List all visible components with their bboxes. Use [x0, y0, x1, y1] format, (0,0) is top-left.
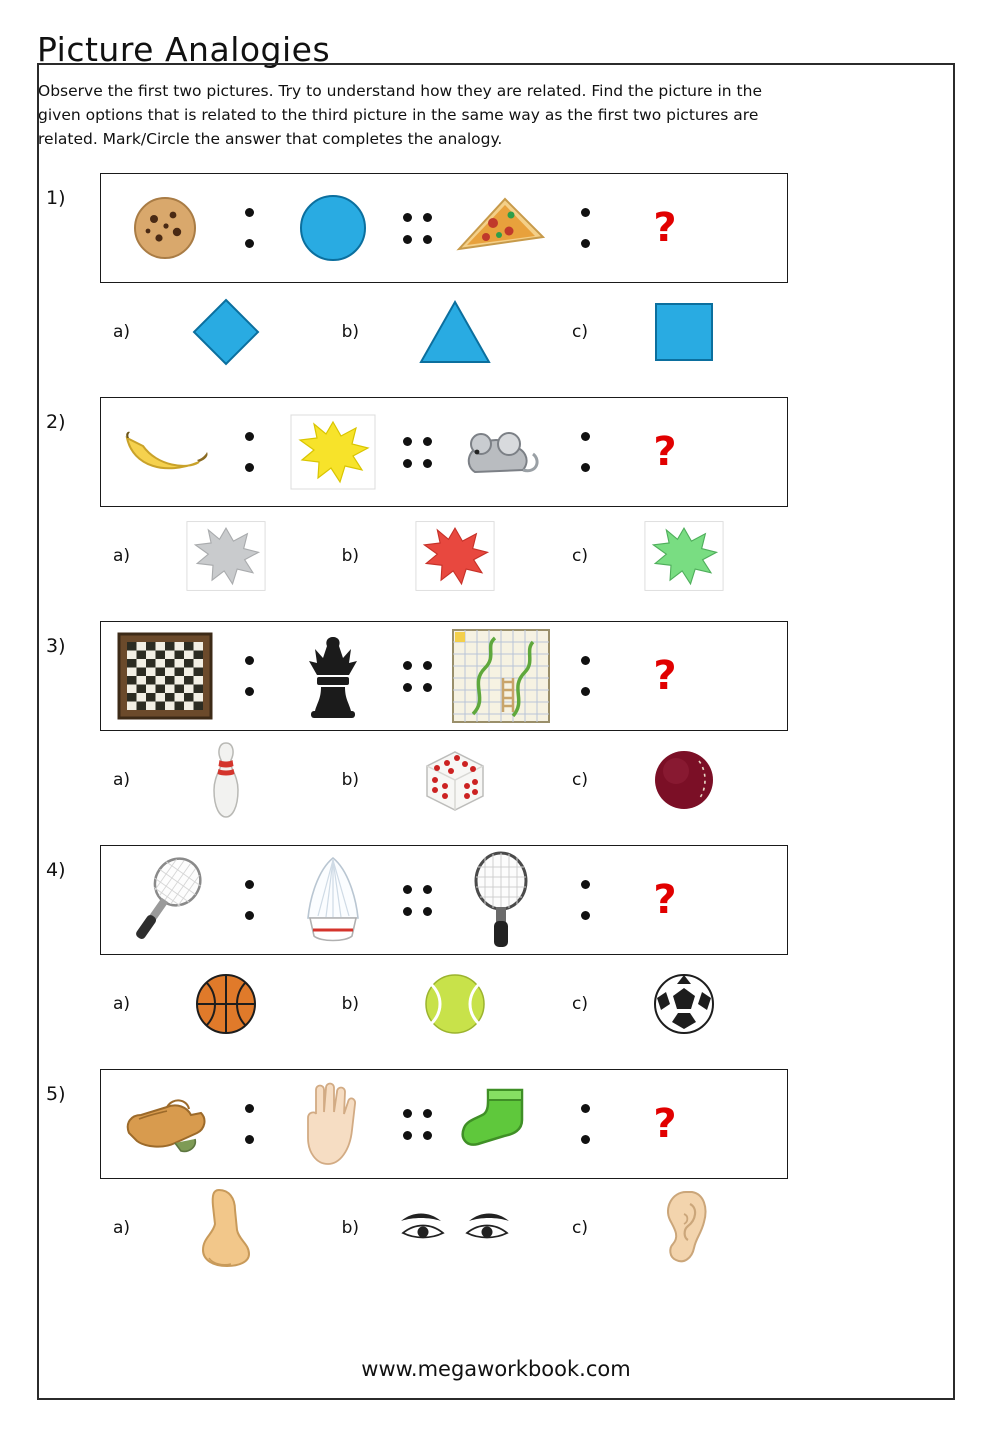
- grey-paint-splat-icon[interactable]: [146, 514, 306, 598]
- option-label: a): [112, 770, 130, 791]
- answer-placeholder[interactable]: [605, 1076, 725, 1172]
- glove-icon: [101, 1076, 229, 1172]
- option-a[interactable]: [100, 738, 329, 822]
- red-paint-splat-icon[interactable]: [375, 514, 535, 598]
- cookie-icon: [101, 180, 229, 276]
- question-number: 1): [46, 187, 66, 210]
- answer-placeholder[interactable]: [605, 404, 725, 500]
- colon-separator: [229, 404, 269, 500]
- cricket-ball-icon[interactable]: [604, 738, 764, 822]
- analogy-row: [100, 173, 788, 283]
- option-label: a): [112, 1218, 130, 1239]
- question-mark: ?: [653, 1101, 677, 1148]
- option-label: b): [341, 322, 359, 343]
- instructions-text: Observe the first two pictures. Try to understand how they are related. Find the picture in the given options that is related to the third picture in the same way as the first two pictures are related. Mark/Circle the answer that completes the analogy.: [38, 82, 762, 149]
- soccer-ball-icon[interactable]: [604, 962, 764, 1046]
- double-colon-separator: [397, 1076, 437, 1172]
- grey-mouse-icon: [437, 404, 565, 500]
- question-2: [38, 397, 992, 599]
- question-mark: ?: [653, 429, 677, 476]
- question-number: 3): [46, 635, 66, 658]
- answer-placeholder[interactable]: [605, 628, 725, 724]
- option-label: c): [572, 1218, 588, 1239]
- option-c[interactable]: [558, 514, 787, 598]
- eyes-icon[interactable]: [375, 1186, 535, 1270]
- option-c[interactable]: [558, 738, 787, 822]
- option-label: b): [341, 1218, 359, 1239]
- analogy-row: [100, 397, 788, 507]
- options-row: [100, 513, 788, 599]
- colon-separator: [565, 180, 605, 276]
- option-label: c): [572, 770, 588, 791]
- double-colon-separator: [397, 180, 437, 276]
- option-c[interactable]: [558, 290, 787, 374]
- tennis-ball-icon[interactable]: [375, 962, 535, 1046]
- colon-separator: [565, 852, 605, 948]
- pizza-slice-icon: [437, 180, 565, 276]
- colon-separator: [229, 1076, 269, 1172]
- page-title: Picture Analogies: [37, 30, 331, 69]
- chess-queen-icon: [269, 628, 397, 724]
- hand-icon: [269, 1076, 397, 1172]
- basketball-icon[interactable]: [146, 962, 306, 1046]
- badminton-racket-icon: [101, 852, 229, 948]
- options-row: [100, 1185, 788, 1271]
- colon-separator: [565, 628, 605, 724]
- colon-separator: [229, 852, 269, 948]
- tennis-racket-icon: [437, 852, 565, 948]
- option-label: b): [341, 546, 359, 567]
- option-b[interactable]: [329, 514, 558, 598]
- chess-board-icon: [101, 628, 229, 724]
- analogy-row: [100, 1069, 788, 1179]
- options-row: [100, 961, 788, 1047]
- double-colon-separator: [397, 404, 437, 500]
- option-label: a): [112, 546, 130, 567]
- sock-icon: [437, 1076, 565, 1172]
- question-number: 4): [46, 859, 66, 882]
- option-b[interactable]: [329, 738, 558, 822]
- option-label: a): [112, 994, 130, 1015]
- footer-url: www.megaworkbook.com: [361, 1357, 631, 1381]
- option-label: c): [572, 546, 588, 567]
- colon-separator: [229, 628, 269, 724]
- answer-placeholder[interactable]: [605, 180, 725, 276]
- question-5: [38, 1069, 992, 1271]
- option-c[interactable]: [558, 962, 787, 1046]
- double-colon-separator: [397, 628, 437, 724]
- option-c[interactable]: [558, 1186, 787, 1270]
- question-mark: ?: [653, 205, 677, 252]
- option-a[interactable]: [100, 290, 329, 374]
- blue-square-icon[interactable]: [604, 290, 764, 374]
- snakes-and-ladders-board-icon: [437, 628, 565, 724]
- question-4: [38, 845, 992, 1047]
- blue-triangle-icon[interactable]: [375, 290, 535, 374]
- dice-icon[interactable]: [375, 738, 535, 822]
- question-mark: ?: [653, 653, 677, 700]
- option-b[interactable]: [329, 962, 558, 1046]
- colon-separator: [565, 404, 605, 500]
- analogy-row: [100, 621, 788, 731]
- question-mark: ?: [653, 877, 677, 924]
- double-colon-separator: [397, 852, 437, 948]
- question-1: [38, 173, 992, 375]
- option-a[interactable]: [100, 1186, 329, 1270]
- question-number: 5): [46, 1083, 66, 1106]
- yellow-paint-splat-icon: [269, 404, 397, 500]
- ear-icon[interactable]: [604, 1186, 764, 1270]
- question-3: [38, 621, 992, 823]
- option-b[interactable]: [329, 1186, 558, 1270]
- banana-icon: [101, 404, 229, 500]
- option-label: c): [572, 322, 588, 343]
- analogy-row: [100, 845, 788, 955]
- option-label: b): [341, 770, 359, 791]
- question-number: 2): [46, 411, 66, 434]
- option-label: c): [572, 994, 588, 1015]
- option-a[interactable]: [100, 514, 329, 598]
- answer-placeholder[interactable]: [605, 852, 725, 948]
- blue-circle-icon: [269, 180, 397, 276]
- options-row: [100, 289, 788, 375]
- option-label: a): [112, 322, 130, 343]
- colon-separator: [565, 1076, 605, 1172]
- options-row: [100, 737, 788, 823]
- worksheet-page: [0, 30, 992, 1433]
- option-a[interactable]: [100, 962, 329, 1046]
- option-b[interactable]: [329, 290, 558, 374]
- blue-diamond-icon[interactable]: [146, 290, 306, 374]
- bowling-pin-icon[interactable]: [146, 738, 306, 822]
- green-paint-splat-icon[interactable]: [604, 514, 764, 598]
- shuttlecock-icon: [269, 852, 397, 948]
- foot-icon[interactable]: [146, 1186, 306, 1270]
- option-label: b): [341, 994, 359, 1015]
- colon-separator: [229, 180, 269, 276]
